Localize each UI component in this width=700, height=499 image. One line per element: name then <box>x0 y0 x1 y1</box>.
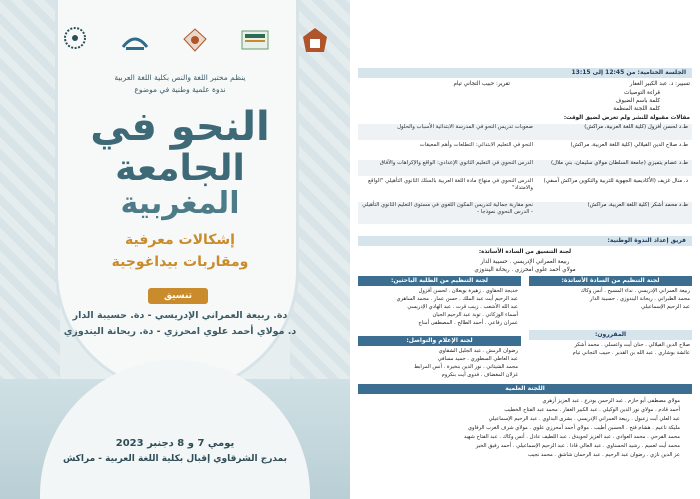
sci-line: مولاي مصطفى أبو حازم . عبد الرحمن بودرع . عبد العزيز أزهري <box>542 398 680 404</box>
intro-line-2: ندوة علمية وطنية في موضوع <box>134 85 226 94</box>
accepted-row <box>358 178 692 200</box>
closing-item-3: كلمة اللجنة المنظمة <box>613 106 660 112</box>
accepted-title: الدرس النحوي في منهاج مادة اللغة العربية بالسلك الثانوي التأهيلي "الواقع والامتداد" <box>368 178 533 192</box>
accepted-author: د. منال غزيف (الأكاديمية الجهوية للتربية والتكوين مراكش آسفي) <box>543 178 688 184</box>
intro-line-1: ينظم مختبر اللغة والنص بكلية اللغة العربية <box>114 73 246 82</box>
org-student-line: خديجة الحقاوي . زهيرة بويعلان . لحسن أفزول <box>418 288 518 294</box>
closing-session-bar: الجلسة الختامية: من 12:45 إلى 13:15 <box>358 68 692 78</box>
dept-logo-icon <box>120 25 150 55</box>
accepted-author: ط.د محمد أشكر (كلية اللغة العربية، مراكش) <box>587 202 688 208</box>
sci-line: أحمد قادم . مولاي نور الدين الوكيلي . عبد الكبير الغفار . محمد عبد الفتاح الخطيب <box>504 407 680 413</box>
faculty-logo-icon <box>240 25 270 55</box>
subtitle-2: ومقاربات بيداغوجية <box>111 254 249 270</box>
org-student-line: عبد الرحيم أيت عبد الملك . حسن عمار . محمد الساهري <box>396 296 518 302</box>
accepted-author: ط.د صلاح الدين الفيلالي (كلية اللغة العربية، مراكش) <box>570 142 688 148</box>
event-date: يومي 7 و 8 دجنبر 2023 <box>115 438 235 449</box>
coord-names-1: ربيعة العمراني الإدريسي . حسيبة الدار <box>480 259 570 265</box>
team-bar: فريق إعداد الندوة الوطنية: <box>358 236 692 246</box>
accepted-row <box>358 202 692 224</box>
coord-names-2: مولاي أحمد علوي امحرزي . ريحانة اليندوزي <box>474 267 576 273</box>
media-header: لجنة الإعلام والتواصل: <box>358 336 521 346</box>
org-prof-line: محمد الطبراني . ريحانة اليندوزي . حسيبة الدار <box>589 296 690 302</box>
coord-committee-title: لجنة التنسيق من السادة الأساتذة: <box>478 249 572 255</box>
readers-header: المقررون: <box>529 330 692 340</box>
org-student-line: عبد الله الأشعب . زينب قرت . عبد الهادي الإدريسي <box>407 304 518 310</box>
media-line: رضوان الرمش . عبد الجليل الشقاوي <box>438 348 518 354</box>
accepted-title: الدرس النحوي في التعليم الثانوي الإعدادي: الواقع والإكراهات والآفاق <box>379 160 533 166</box>
event-venue: بمدرج الشرقاوي إقبال بكلية اللغة العربية - مراكش <box>62 454 288 464</box>
title-line-1: النحو في <box>90 104 270 150</box>
cnrst-logo-icon <box>60 25 90 55</box>
title-line-3: المغربية <box>120 186 240 221</box>
closing-chair: تسيير: د. عبد الكبير الغفار <box>629 81 690 87</box>
org-student-line: أسماء الوزكاني . توبة عبد الرحيم الحيان <box>432 312 518 318</box>
media-line: محمد الشيتاني . نور الدين بنخيرة . أنس المرابط <box>414 364 518 370</box>
sci-line: عز الدين نازي . رضوان عبد الرحيم . عبد الرحمان شاشق . محمد نجيب <box>527 452 680 458</box>
accepted-row <box>358 142 692 158</box>
coordinators-line-1: دة. ربيعة العمراني الإدريسي - دة. حسيبة الدار <box>72 310 288 321</box>
sci-line: محمد الفرحي . محمد العوادي . عبد العزيز لحويدق . عبد اللطيف عادل . أنس وكاك . عبد الفتاح شهيد <box>463 434 680 440</box>
subtitle-1: إشكالات معرفية <box>125 232 235 248</box>
sci-line: مليكة ناعيم . هشام فتح . الحسين أطيب . مولاي أحمد أمحرزي علوي . مولاي شرف الغرب الرفاوي <box>467 425 680 431</box>
org-prof-line: ربيعة العمراني الإدريسي . نداء المسيح . أنس وكاك <box>580 288 690 294</box>
sci-line: عبد العلي آيت زعبول . ربيعة العمراني الإدريسي . بشرى البداوي . عبد الرحيم الإسماعيلي <box>488 416 680 422</box>
accepted-row <box>358 160 692 176</box>
closing-report: تقرير: حبيب التجاني تيام <box>453 81 510 87</box>
intro-text <box>70 72 290 96</box>
title-line-2: الجامعة <box>115 148 245 189</box>
readers-line: صلاح الدين الفيلالي . حنان أيت واعسلي . محمد أشكر <box>574 342 690 348</box>
org-student-line: عمران رفاعي . أحمد الطالح . المصطفى أمناج <box>418 320 518 326</box>
accepted-author: ط.د لحسن أفزول (كلية اللغة العربية، مراكش) <box>584 124 688 130</box>
media-line: عبد العاطي السطوري . حميد مسافي <box>437 356 518 362</box>
org-prof-line: عبد الرحيم الإسماعيلي <box>641 304 690 310</box>
program-page <box>350 0 700 499</box>
coordinators-line-2: د. مولاي أحمد علوي امحرزي - دة. ريحانة اليندوزي <box>63 326 297 337</box>
accepted-title: نحو مقاربة جمالية لتدريس المكون اللغوي في مستوى التعليم الثانوي التأهيلي - الدرس النحوي نموذجا - <box>362 202 533 216</box>
closing-item-1: قراءة التوصيات <box>624 90 660 96</box>
accepted-author: ط.د عصام يتميزي (جامعة السلطان مولاي سليمان، بني ملال) <box>550 160 688 166</box>
media-line: غزلان المغضاف . فدوى أيت بنكروم <box>441 372 518 378</box>
closing-item-2: كلمة باسم الضيوف <box>615 98 660 104</box>
accepted-row <box>358 124 692 140</box>
accepted-title: صعوبات تدريس النحو في المدرسة الابتدائية الأسباب والحلول <box>397 124 533 130</box>
sci-line: محمد أيت لعميم . رشيد الحسناوي . عبد العالي قادا . عبد الرحيم الإسماعيلي . أحمد رفيق الخير <box>475 443 680 449</box>
org-students-header: لجنة التنظيم من الطلبة الباحثين: <box>358 276 521 286</box>
readers-line: عائشة بوشاري . عبد الله بن القدير . حبيب التجاني تيام <box>572 350 690 356</box>
lab-logo-icon <box>180 25 210 55</box>
org-prof-header: لجنة التنظيم من السادة الأساتذة: <box>529 276 692 286</box>
logo-row <box>60 22 330 58</box>
accepted-note: مقالات مقبولة للنشر ولم تعرض لضيق الوقت: <box>563 115 690 121</box>
scientific-committee-bar: اللجنة العلمية <box>358 384 692 394</box>
coordination-label: تنسيق <box>148 288 208 304</box>
university-logo-icon <box>300 25 330 55</box>
accepted-title: النحو في التعليم الابتدائي: التطلعات وأهم المعيقات <box>419 142 533 148</box>
